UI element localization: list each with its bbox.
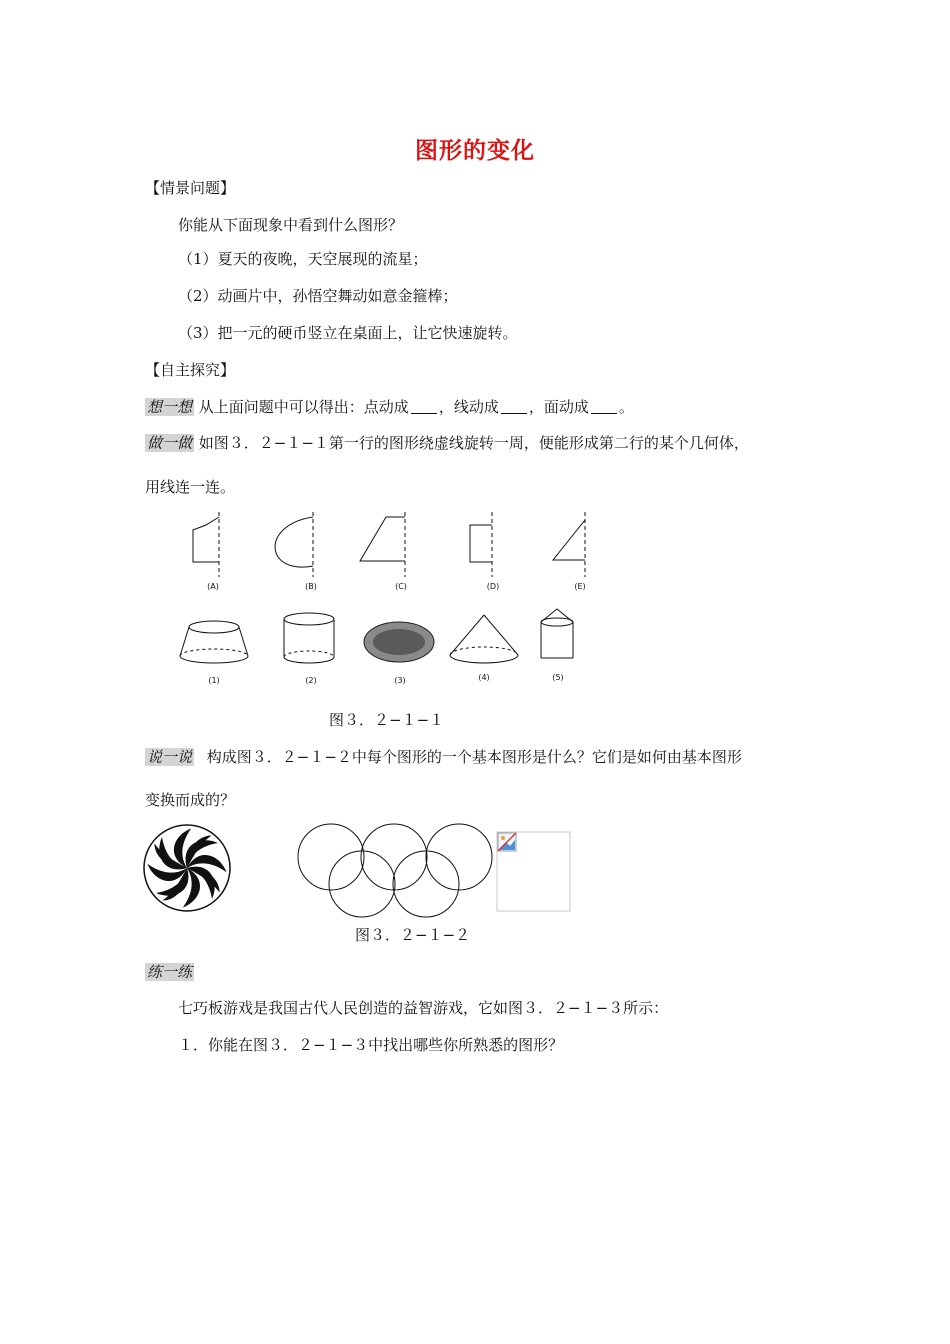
broken-image-icon (498, 833, 516, 851)
scenario-item-1: （1）夏天的夜晚，天空展现的流星； (178, 250, 428, 268)
section-heading-scenario: 【情景问题】 (145, 179, 236, 197)
say-line-2: 变换而成的？ (145, 791, 236, 809)
practice-question-1: １．你能在图３．２−１−３中找出哪些你所熟悉的图形？ (178, 1036, 564, 1054)
section-heading-explore: 【自主探究】 (145, 361, 236, 379)
scenario-item-3: （3）把一元的硬币竖立在桌面上，让它快速旋转。 (178, 324, 518, 342)
say-text-1: 构成图３．２−１−２中每个图形的一个基本图形是什么？它们是如何由基本图形 (206, 748, 742, 766)
do-text-1: 如图３．２−１−１第一行的图形绕虚线旋转一周，便能形成第二行的某个几何体， (198, 434, 749, 452)
fig1-label-e: (E) (574, 582, 586, 591)
think-text-2: ，线动成 (438, 398, 499, 416)
practice-intro: 七巧板游戏是我国古代人民创造的益智游戏，它如图３．２−１−３所示： (178, 999, 669, 1017)
think-text-4: 。 (618, 398, 634, 416)
fig1-label-d: (D) (486, 582, 500, 591)
scenario-question: 你能从下面现象中看到什么图形？ (178, 216, 404, 234)
practice-heading (145, 962, 194, 982)
think-label: 想一想 (147, 398, 193, 416)
think-text-3: ，面动成 (528, 398, 589, 416)
olympic-rings-figure (298, 824, 492, 917)
fig1-label-3: (3) (394, 676, 406, 685)
do-line-2: 用线连一连。 (145, 478, 236, 496)
fig1-label-b: (B) (305, 582, 317, 591)
do-label: 做一做 (147, 434, 193, 452)
think-text-1: 从上面问题中可以得出：点动成 (198, 398, 409, 416)
fig1-label-1: (1) (208, 676, 220, 685)
figure-1-caption: 图３．２−１−１ (329, 711, 445, 729)
broken-image-placeholder (497, 832, 570, 911)
say-label: 说一说 (147, 748, 193, 766)
fig1-label-5: (5) (552, 673, 564, 682)
pinwheel-figure (137, 818, 237, 918)
scenario-item-2: （2）动画片中，孙悟空舞动如意金箍棒； (178, 287, 458, 305)
practice-label: 练一练 (147, 963, 193, 981)
page-title: 图形的变化 (415, 138, 535, 164)
figure-2-caption: 图３．２−１−２ (355, 926, 471, 944)
fig1-label-4: (4) (478, 673, 490, 682)
fig1-label-a: (A) (207, 582, 219, 591)
fig1-label-c: (C) (395, 582, 407, 591)
fig1-label-2: (2) (305, 676, 317, 685)
